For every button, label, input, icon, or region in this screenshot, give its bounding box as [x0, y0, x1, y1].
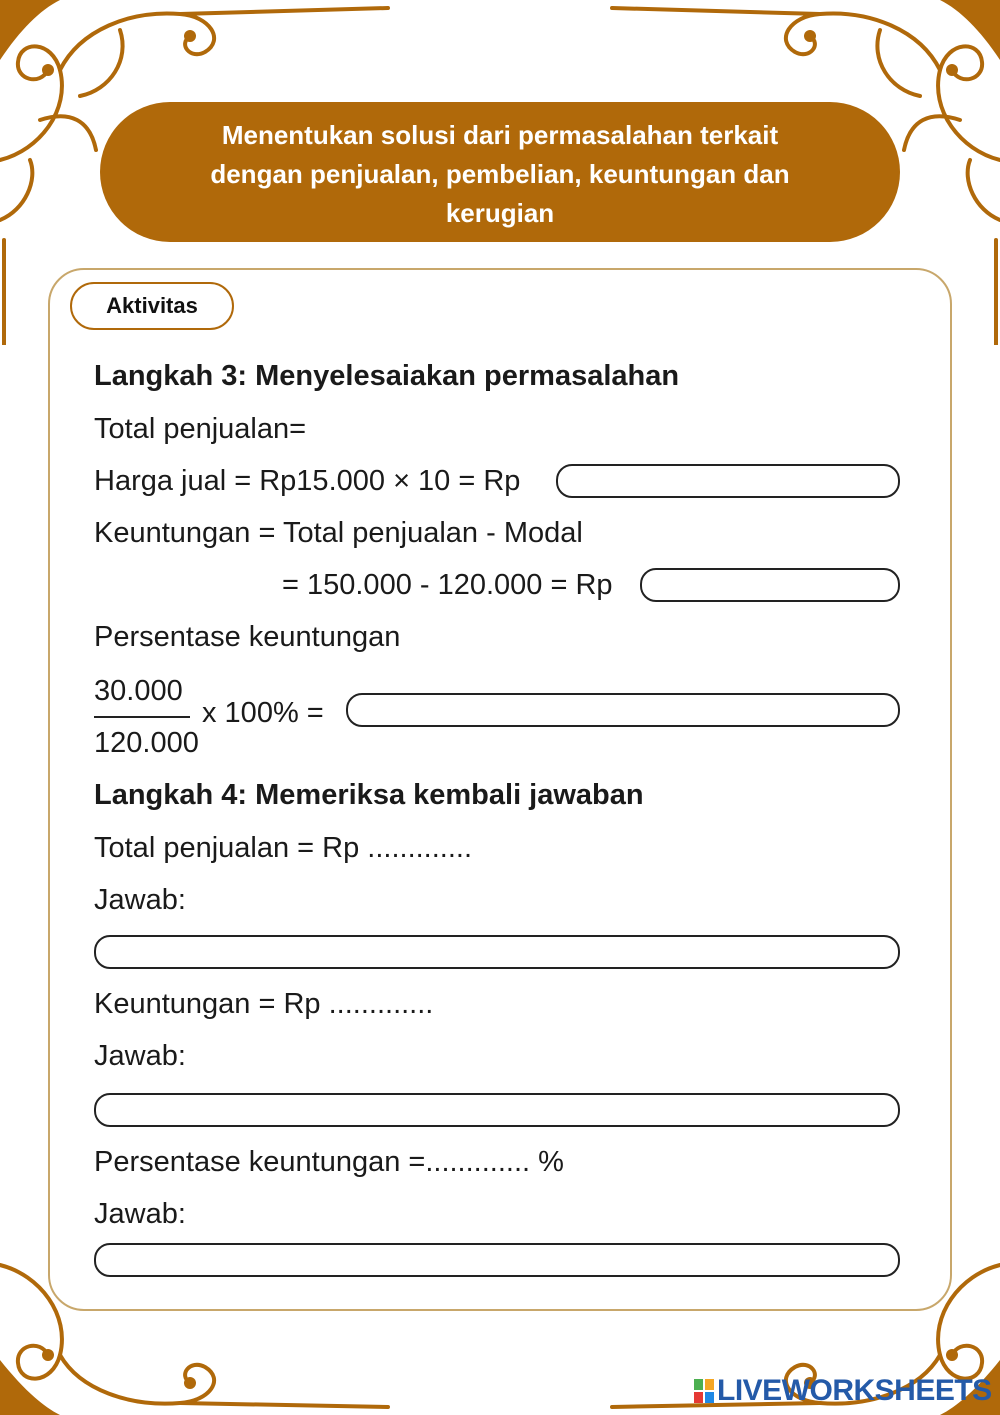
title-banner [100, 102, 900, 242]
liveworksheets-watermark [694, 1374, 992, 1408]
percentage-answer-input[interactable] [346, 693, 900, 727]
title-line-1: Menentukan solusi dari permasalahan terkait [221, 120, 779, 150]
fraction-multiplier: x 100% = [202, 697, 324, 729]
profit-check-input[interactable] [94, 1093, 900, 1127]
step4-question-profit: Keuntungan = Rp ............. [94, 988, 434, 1020]
total-sales-check-input[interactable] [94, 935, 900, 969]
step3-profit-percentage-label: Persentase keuntungan [94, 621, 401, 653]
selling-price-answer-input[interactable] [556, 464, 900, 498]
fraction-bar [94, 716, 190, 718]
liveworksheets-logo-icon [694, 1379, 714, 1403]
profit-answer-input[interactable] [640, 568, 900, 602]
title-line-2: dengan penjualan, pembelian, keuntungan dan [210, 159, 790, 189]
step3-profit-calc: = 150.000 - 120.000 = Rp [282, 569, 613, 601]
answer-label-3: Jawab: [94, 1198, 186, 1230]
step4-question-percentage: Persentase keuntungan =............. % [94, 1146, 564, 1178]
watermark-text: LIVEWORKSHEETS [717, 1374, 992, 1407]
fraction-numerator: 30.000 [94, 675, 183, 707]
step3-total-sales: Total penjualan= [94, 413, 307, 445]
answer-label-1: Jawab: [94, 884, 186, 916]
step4-question-total-sales: Total penjualan = Rp ............. [94, 832, 473, 864]
activity-label: Aktivitas [70, 282, 234, 330]
answer-label-2: Jawab: [94, 1040, 186, 1072]
title-line-3: kerugian [445, 198, 555, 228]
fraction-denominator: 120.000 [94, 727, 199, 759]
step3-profit-formula: Keuntungan = Total penjualan - Modal [94, 517, 583, 549]
step3-selling-price: Harga jual = Rp15.000 × 10 = Rp [94, 465, 521, 497]
step4-heading: Langkah 4: Memeriksa kembali jawaban [94, 779, 644, 811]
step3-heading: Langkah 3: Menyelesaiakan permasalahan [94, 360, 680, 392]
percentage-check-input[interactable] [94, 1243, 900, 1277]
